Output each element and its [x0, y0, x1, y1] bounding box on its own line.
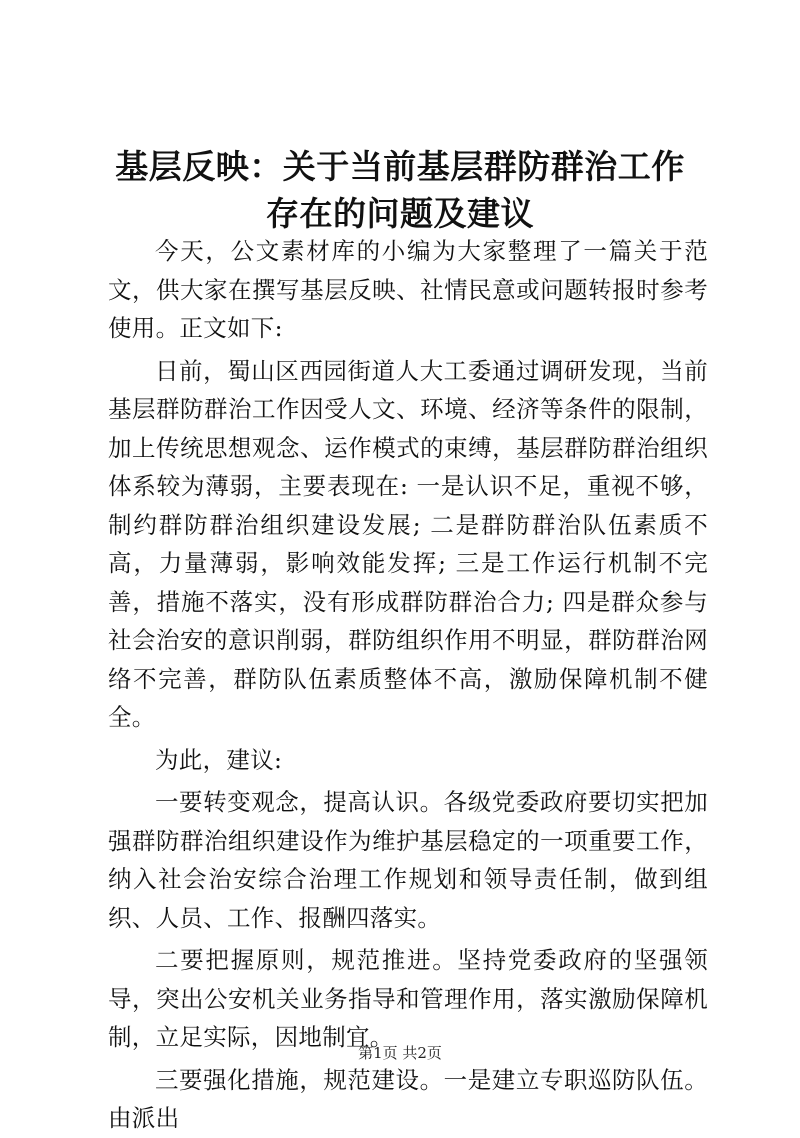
- paragraph-findings: 日前，蜀山区西园街道人大工委通过调研发现，当前基层群防群治工作因受人文、环境、经济等条件的限制，加上传统思想观念、运作模式的束缚，基层群防群治组织体系较为薄弱，主要表现在: 一是认识不足，重视不够，制约群防群治组织建设发展; 二是群防群治队伍素质不高，力量薄弱，影响效能发挥; 三是工作运行机制不完善，措施不落实，没有形成群防群治合力; 四是群众参与社会治安的意识削弱，群防组织作用不明显，群防群治网络不完善，群防队伍素质整体不高，激励保障机制不健全。: [108, 356, 708, 731]
- paragraph-suggestion-2: 二要把握原则，规范推进。坚持党委政府的坚强领导，突出公安机关业务指导和管理作用，落实激励保障机制，立足实际，因地制宜。: [108, 946, 708, 1051]
- paragraph-suggestion-heading: 为此，建议:: [155, 745, 283, 774]
- paragraph-suggestion-1: 一要转变观念，提高认识。各级党委政府要切实把加强群防群治组织建设作为维护基层稳定的一项重要工作，纳入社会治安综合治理工作规划和领导责任制，做到组织、人员、工作、报酬四落实。: [108, 788, 708, 932]
- document-body: [108, 232, 708, 1138]
- paragraph-suggestion-3: 三要强化措施，规范建设。一是建立专职巡防队伍。由派出: [108, 1065, 708, 1132]
- page-title: 基层反映：关于当前基层群防群治工作存在的问题及建议: [115, 147, 685, 233]
- paragraph-intro: 今天，公文素材库的小编为大家整理了一篇关于范文，供大家在撰写基层反映、社情民意或问题转报时参考使用。正文如下:: [108, 237, 708, 342]
- page-footer: 第1页 共2页: [358, 1044, 442, 1062]
